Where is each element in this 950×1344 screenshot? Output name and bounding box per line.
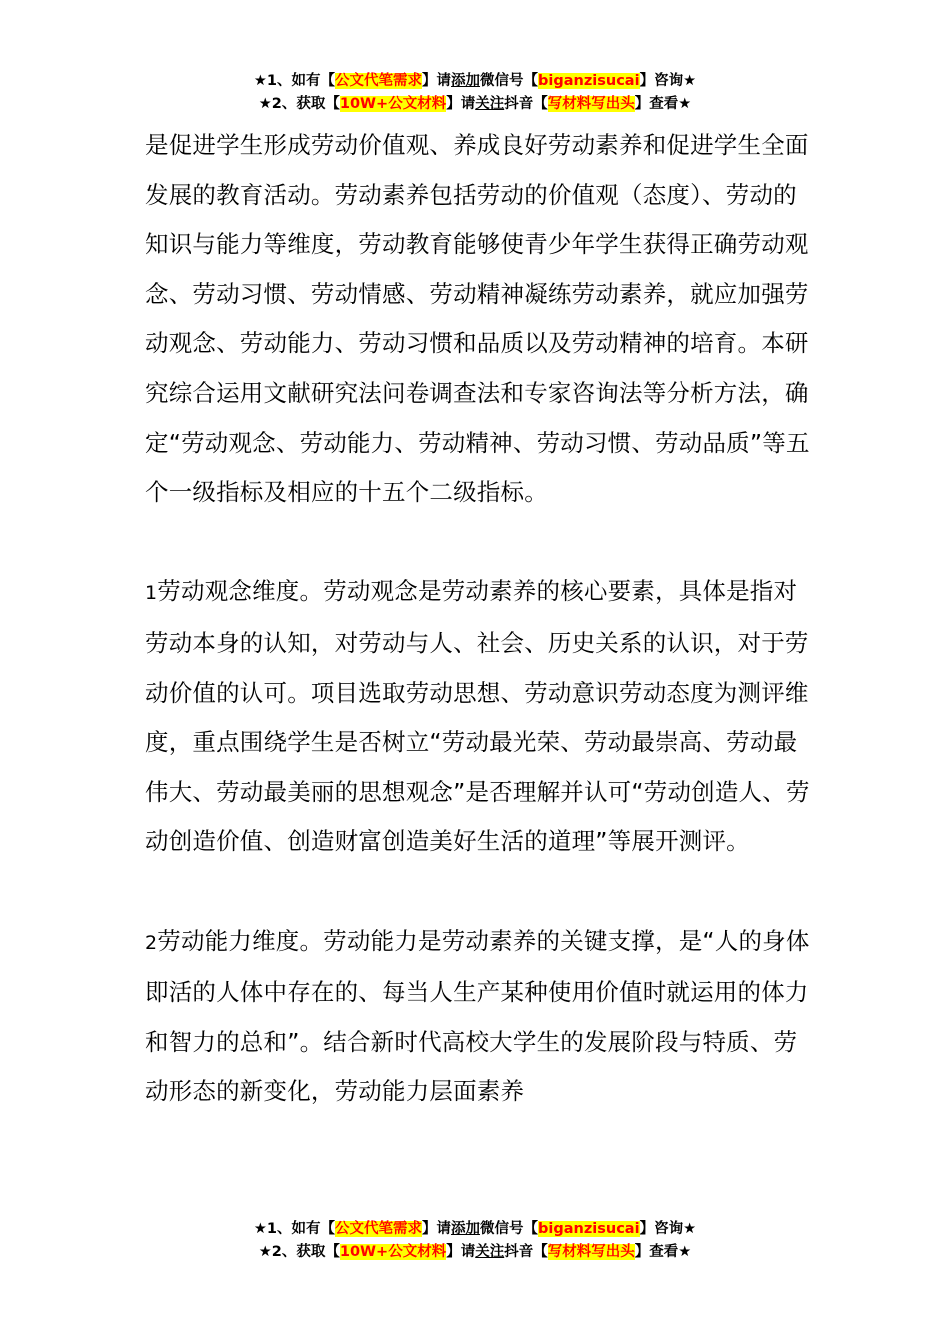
banner-text: 】查看★ xyxy=(634,1244,692,1260)
banner-underline-text: 关注 xyxy=(475,1244,505,1260)
banner-text: ★2、获取【 xyxy=(258,96,340,112)
banner-text: ★1、如有【 xyxy=(253,73,336,89)
banner-text: 】请 xyxy=(422,73,452,89)
paragraph-text: 劳动观念维度。劳动观念是劳动素养的核心要素，具体是指对劳动本身的认知，对劳动与人、社会、历史关系的认识，对于劳动价值的认可。项目选取劳动思想、劳动意识劳动态度为测评维度，重点围绕学生是否树立“劳动最光荣、劳动最崇高、劳动最伟大、劳动最美丽的思想观念”是否理解并认可“劳动创造人、劳动创造价值、创造财富创造美好生活的道理”等展开测评。 xyxy=(145,577,810,856)
banner-text: 】请 xyxy=(422,1221,452,1237)
banner-text: 微信号【 xyxy=(480,73,539,89)
paragraph-3 xyxy=(145,917,810,1117)
banner-underline-text: 添加 xyxy=(451,1221,481,1237)
footer-banner xyxy=(0,1218,950,1264)
banner-highlight: 写材料写出头 xyxy=(547,1244,635,1260)
banner-text: 】咨询★ xyxy=(639,73,697,89)
paragraph-number: 1 xyxy=(145,582,158,605)
banner-line-1 xyxy=(0,70,950,93)
banner-highlight: biganzisucai xyxy=(538,1221,640,1237)
banner-underline-text: 添加 xyxy=(451,73,481,89)
banner-text: 】咨询★ xyxy=(639,1221,697,1237)
paragraph-2 xyxy=(145,567,810,867)
banner-text: 】请 xyxy=(446,1244,476,1260)
banner-highlight: 10W+公文材料 xyxy=(339,1244,447,1260)
paragraph-number: 2 xyxy=(145,931,158,954)
header-banner xyxy=(0,70,950,116)
banner-line-1 xyxy=(0,1218,950,1241)
banner-text: 】请 xyxy=(446,96,476,112)
banner-highlight: biganzisucai xyxy=(538,73,640,89)
banner-line-2 xyxy=(0,1241,950,1264)
paragraph-text: 劳动能力维度。劳动能力是劳动素养的关键支撑，是“人的身体即活的人体中存在的、每当人生产某种使用价值时就运用的体力和智力的总和”。结合新时代高校大学生的发展阶段与特质、劳动形态的新变化，劳动能力层面素养 xyxy=(145,926,810,1106)
paragraph-1: 是促进学生形成劳动价值观、养成良好劳动素养和促进学生全面发展的教育活动。劳动素养包括劳动的价值观（态度）、劳动的知识与能力等维度，劳动教育能够使青少年学生获得正确劳动观念、劳动习惯、劳动情感、劳动精神凝练劳动素养，就应加强劳动观念、劳动能力、劳动习惯和品质以及劳动精神的培育。本研究综合运用文献研究法问卷调查法和专家咨询法等分析方法，确定“劳动观念、劳动能力、劳动精神、劳动习惯、劳动品质”等五个一级指标及相应的十五个二级指标。 xyxy=(145,131,810,507)
banner-text: 抖音【 xyxy=(504,96,548,112)
banner-text: ★1、如有【 xyxy=(253,1221,336,1237)
banner-underline-text: 关注 xyxy=(475,96,505,112)
banner-highlight: 公文代笔需求 xyxy=(335,1221,423,1237)
document-body xyxy=(145,121,810,1117)
banner-line-2 xyxy=(0,93,950,116)
banner-highlight: 公文代笔需求 xyxy=(335,73,423,89)
banner-text: ★2、获取【 xyxy=(258,1244,340,1260)
banner-text: 】查看★ xyxy=(634,96,692,112)
banner-highlight: 写材料写出头 xyxy=(547,96,635,112)
banner-highlight: 10W+公文材料 xyxy=(339,96,447,112)
banner-text: 微信号【 xyxy=(480,1221,539,1237)
banner-text: 抖音【 xyxy=(504,1244,548,1260)
